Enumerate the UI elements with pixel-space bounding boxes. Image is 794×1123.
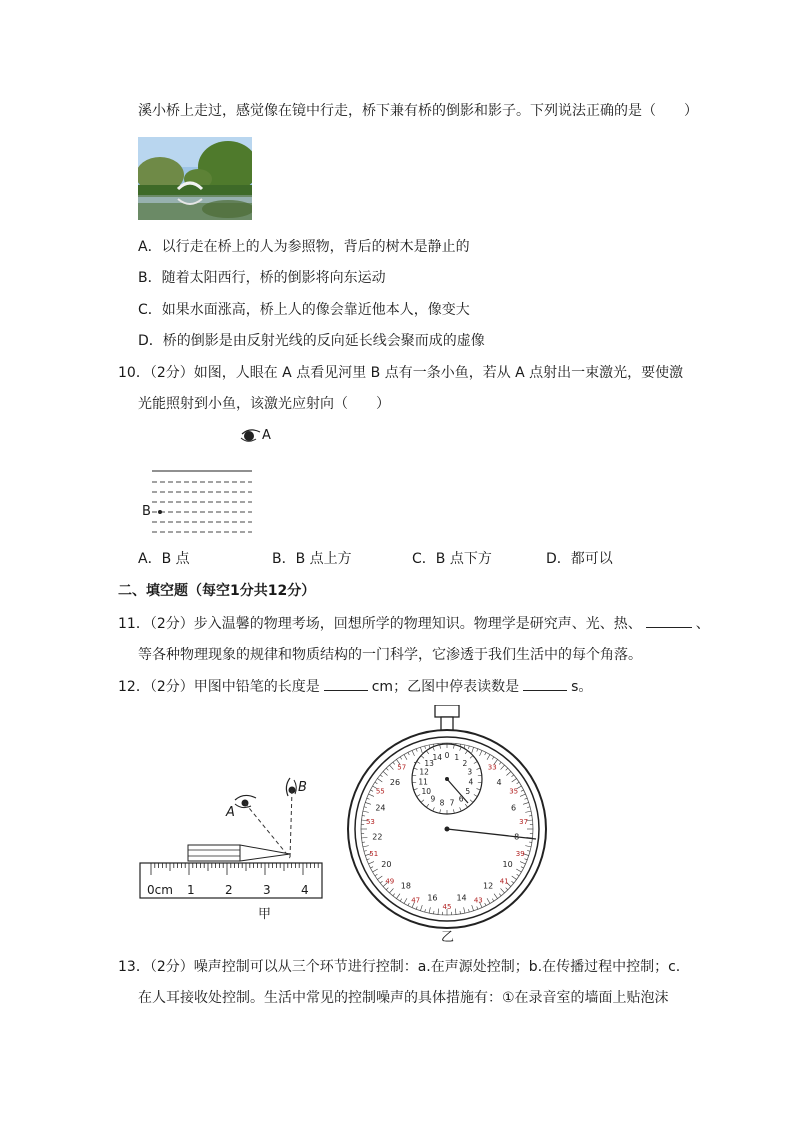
outer-red-number-label: 57 xyxy=(397,763,407,772)
eye-b-label: B xyxy=(298,780,307,795)
q12-text-post: s。 xyxy=(571,679,593,695)
inner-number-label: 8 xyxy=(439,798,445,808)
outer-number-label: 20 xyxy=(381,860,392,869)
q11-blank[interactable] xyxy=(646,613,692,628)
q10-stem-line1: 10．（2分）如图，人眼在 A 点看见河里 B 点有一条小鱼，若从 A 点射出一束激光，要使激 xyxy=(118,365,684,381)
inner-number-label: 4 xyxy=(468,777,474,787)
q12-text-pre: 12．（2分）甲图中铅笔的长度是 xyxy=(118,679,320,695)
inner-number-label: 5 xyxy=(465,787,471,796)
inner-number-label: 2 xyxy=(462,758,468,768)
inner-number-label: 1 xyxy=(454,753,460,763)
inner-number-label: 7 xyxy=(449,798,455,808)
outer-number-label: 16 xyxy=(427,893,438,903)
stopwatch-figure xyxy=(346,705,548,950)
ruler-label-3: 3 xyxy=(263,883,271,897)
q10-stem-line2: 光能照射到小鱼，该激光应射向（ ） xyxy=(138,396,390,412)
inner-number-label: 12 xyxy=(419,767,429,777)
outer-red-number-label: 33 xyxy=(487,763,497,772)
inner-number-label: 0 xyxy=(444,751,450,760)
outer-number-label: 18 xyxy=(400,881,411,891)
q10-option-c: C．B 点下方 xyxy=(412,551,492,567)
outer-red-number-label: 41 xyxy=(499,877,509,886)
q9-stem: 溪小桥上走过，感觉像在镜中行走，桥下兼有桥的倒影和影子。下列说法正确的是（ ） xyxy=(138,103,698,119)
inner-number-label: 6 xyxy=(458,794,464,804)
ruler-label-4: 4 xyxy=(301,883,309,897)
ruler-label-1: 1 xyxy=(187,883,195,897)
outer-number-label: 10 xyxy=(502,860,513,869)
water-diagram xyxy=(138,424,268,544)
q11-line1 xyxy=(118,613,710,634)
q10-figure xyxy=(138,424,271,544)
inner-number-label: 13 xyxy=(424,758,434,768)
q13-line2: 在人耳接收处控制。生活中常见的控制噪声的具体措施有：①在录音室的墙面上贴泡沫 xyxy=(138,990,669,1006)
outer-red-number-label: 37 xyxy=(519,817,529,826)
eye-icon xyxy=(241,430,260,441)
point-a-label: A xyxy=(262,428,271,443)
q11-text-pre: 11．（2分）步入温馨的物理考场，回想所学的物理知识。物理学是研究声、光、热、 xyxy=(118,616,642,632)
q12-blank-length[interactable] xyxy=(324,676,368,691)
q10-option-d: D．都可以 xyxy=(546,551,613,567)
eye-a-icon xyxy=(235,795,256,807)
inner-number-label: 10 xyxy=(421,787,431,796)
outer-number-label: 6 xyxy=(511,803,517,813)
inner-number-label: 11 xyxy=(418,777,428,787)
inner-number-label: 14 xyxy=(432,753,443,763)
section-title: 二、填空题（每空1分共12分） xyxy=(118,583,316,599)
point-b-label: B xyxy=(142,504,151,519)
ruler-label-2: 2 xyxy=(225,883,233,897)
caption-right: 乙 xyxy=(441,930,455,945)
q13-line1: 13．（2分）噪声控制可以从三个环节进行控制：a.在声源处控制；b.在传播过程中控制；c. xyxy=(118,959,681,975)
outer-red-number-label: 43 xyxy=(473,896,483,905)
outer-number-label: 14 xyxy=(456,893,467,903)
caption-left: 甲 xyxy=(258,907,272,922)
outer-red-number-label: 39 xyxy=(515,849,525,858)
q11-text-post: 、 xyxy=(695,616,710,632)
outer-red-number-label: 51 xyxy=(369,849,379,858)
stopwatch xyxy=(346,705,548,930)
q9-option-c: C．如果水面涨高，桥上人的像会靠近他本人，像变大 xyxy=(138,302,470,318)
outer-number-label: 4 xyxy=(496,778,502,788)
outer-red-number-label: 45 xyxy=(442,903,452,911)
outer-number-label: 12 xyxy=(483,881,494,891)
outer-number-label: 22 xyxy=(372,832,383,842)
outer-number-label: 26 xyxy=(389,778,401,788)
q12-blank-time[interactable] xyxy=(523,676,567,691)
outer-number-label: 24 xyxy=(375,803,386,813)
ruler-label-0: 0cm xyxy=(147,883,173,897)
inner-number-label: 9 xyxy=(430,794,436,804)
outer-red-number-label: 49 xyxy=(385,877,395,886)
ruler-figure xyxy=(138,770,328,930)
outer-red-number-label: 35 xyxy=(509,787,519,796)
q12-line xyxy=(118,676,592,697)
q9-option-d: D．桥的倒影是由反射光线的反向延长线会聚而成的虚像 xyxy=(138,333,485,349)
eye-b-icon xyxy=(286,778,296,796)
bridge-photo xyxy=(138,137,252,220)
eye-a-label: A xyxy=(226,805,235,820)
inner-number-label: 3 xyxy=(467,767,473,777)
outer-red-number-label: 53 xyxy=(365,817,375,826)
q10-option-b: B．B 点上方 xyxy=(272,551,352,567)
q12-text-mid: cm；乙图中停表读数是 xyxy=(371,679,520,695)
outer-red-number-label: 55 xyxy=(375,787,385,796)
q9-option-b: B．随着太阳西行，桥的倒影将向东运动 xyxy=(138,270,386,286)
outer-red-number-label: 47 xyxy=(411,896,421,905)
q9-option-a: A．以行走在桥上的人为参照物，背后的树木是静止的 xyxy=(138,239,470,255)
q11-line2: 等各种物理现象的规律和物质结构的一门科学，它渗透于我们生活中的每个角落。 xyxy=(138,647,642,663)
q10-option-a: A．B 点 xyxy=(138,551,190,567)
